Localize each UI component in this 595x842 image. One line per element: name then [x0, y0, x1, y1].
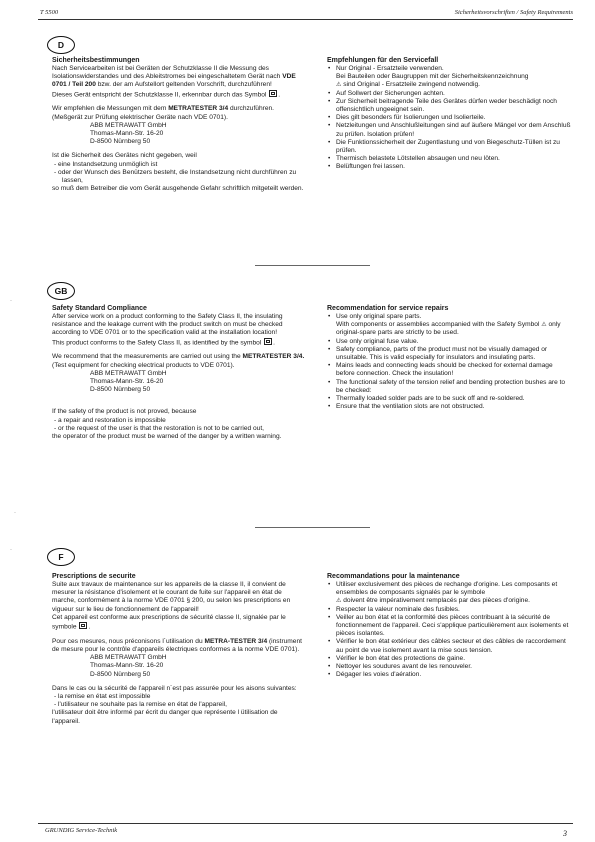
de-dash-item: - oder der Wunsch des Benützers besteht, die Instandsetzung nicht durchführen zu lassen, — [52, 169, 306, 185]
de-dash-item: - eine Instandsetzung unmöglich ist — [52, 161, 306, 169]
list-item: • Thermally loaded solder pads are to be suck off and re-soldered. — [336, 395, 573, 403]
fr-right-heading: Recommandations pour la maintenance — [327, 573, 460, 580]
list-item: • Zur Sicherheit beitragende Teile des Gerätes dürfen weder beschädigt noch offensichtlich ungeeignet sein. — [336, 98, 573, 114]
list-item: • Belüftungen frei lassen. — [336, 163, 573, 171]
list-item: • Dies gilt besonders für Isolierungen und Isolierteile. — [336, 114, 573, 122]
fr-address: ABB METRAWATT GmbH Thomas-Mann-Str. 16-20 D-8500 Nürnberg 50 — [90, 654, 167, 678]
gb-right-column — [327, 304, 573, 411]
fr-paragraph-4: Dans le cas ou la sécurité de l'appareil n´est pas assurée pour les aisons suivantes: — [52, 684, 297, 692]
fr-dash-item: - la remise en état est impossible — [52, 693, 306, 701]
de-paragraph-1: Nach Servicearbeiten ist bei Geräten der Schutzklasse II die Messung des Isolationswiderstandes und des Ableitstromes bei eingeschaltetem Gerät nach VDE 0701 / Teil 200 bzw. der am Aufstellort geltenden Vorschrift, durchzuführen! — [52, 65, 296, 89]
scan-mark: · — [14, 510, 16, 516]
de-paragraph-4: Ist die Sicherheit des Gerätes nicht gegeben, weil — [52, 152, 197, 160]
document-code: T 5500 — [40, 9, 59, 16]
de-left-column — [52, 56, 306, 193]
fr-paragraph-5: l'utilisateur doit être informé par écrit du danger que représente l ütilisation de l'appareil. — [52, 709, 278, 725]
list-item: • Veiller au bon état et la conformité des pièces contribuant à la sécurité de fonctionnement de l'appareil. Ceci s'applique particulièrement aux isolements et pièces isolantes. — [336, 614, 573, 639]
gb-left-column — [52, 304, 306, 441]
scan-mark: · — [10, 547, 12, 553]
gb-dash-item: - a repair and restoration is impossible — [52, 417, 306, 425]
language-badge-gb: GB — [47, 282, 75, 300]
fr-left-column — [52, 572, 306, 726]
page-number: 3 — [563, 829, 567, 838]
class-ii-symbol-icon — [79, 622, 87, 629]
page-header-title: Sicherheitsvorschriften / Safety Requirements — [454, 9, 573, 16]
gb-dash-item: - or the request of the user is that the restoration is not to be carried out, — [52, 425, 306, 433]
warning-triangle-icon: ⚠ — [541, 322, 547, 329]
class-ii-symbol-icon — [269, 90, 277, 97]
list-item: • Dégager les voies d'aération. — [336, 671, 573, 679]
gb-recommendation-list — [327, 313, 573, 411]
gb-paragraph-4: If the safety of the product is not proved, because — [52, 408, 197, 416]
fr-left-heading: Prescriptions de securite — [52, 573, 136, 580]
list-item: • Use only original fuse value. — [336, 338, 573, 346]
footer-rule — [38, 823, 573, 824]
fr-right-column — [327, 572, 573, 679]
fr-paragraph-2: Cet appareil est conforme aux prescriptions de sécurité classe II, signalée par le symbole . — [52, 613, 286, 631]
list-item: • Netzleitungen und Anschlußleitungen sind auf äußere Mängel vor dem Anschluß zu prüfen. Isolation prüfen! — [336, 122, 573, 138]
gb-left-heading: Safety Standard Compliance — [52, 305, 147, 312]
list-item: • Mains leads and connecting leads should be checked for external damage before connection. Check the insulation! — [336, 362, 573, 378]
section-divider — [255, 527, 370, 528]
scan-mark: · — [10, 298, 12, 304]
de-right-column — [327, 56, 573, 172]
list-item: • Vérifier le bon état des protections de gaine. — [336, 655, 573, 663]
list-item: • Use only original spare parts. With components or assemblies accompanied with the Safety Symbol ⚠ only original-spare parts are strictly to be used. — [336, 313, 573, 338]
fr-paragraph-1: Suite aux travaux de maintenance sur les appareils de la classe II, il convient de mesurer la résistance d'isolement et le courant de fuite sur l'appareil en état de marche, conformément à la norme VDE 0701 § 200, ou selon les prescriptions en vigueur sur le lieu de fonctionnement de l'appareil! — [52, 581, 291, 613]
list-item: • Vérifier le bon état extérieur des câbles secteur et des câbles de raccordement au point de vue isolement avant la mise sous tension. — [336, 638, 573, 654]
list-item: • Utiliser exclusivement des pièces de rechange d'origine. Les composants et ensembles de composants signalés par le symbole ⚠ doivent être impérativement remplacés par des pièces d'origine. — [336, 581, 573, 606]
list-item: • Thermisch belastete Lötstellen absaugen und neu löten. — [336, 155, 573, 163]
fr-paragraph-3: Pour ces mesures, nous préconisons l´utilisation du METRA-TESTER 3/4 (instrument de mesure pour le contrôle d'appareils électriques conformes a la norme VDE 0701). — [52, 637, 302, 653]
list-item: • Respecter la valeur nominale des fusibles. — [336, 606, 573, 614]
fr-recommendation-list — [327, 581, 573, 679]
de-paragraph-5: so muß dem Betreiber die vom Gerät ausgehende Gefahr schriftlich mitgeteilt werden. — [52, 185, 304, 193]
list-item: • Nur Original - Ersatzteile verwenden. Bei Bauteilen oder Baugruppen mit der Sicherheitskennzeichnung ⚠ sind Original - Ersatzteile zwingend notwendig. — [336, 65, 573, 90]
language-badge-f: F — [47, 548, 75, 566]
warning-triangle-icon: ⚠ — [336, 598, 342, 605]
gb-right-heading: Recommendation for service repairs — [327, 305, 449, 312]
de-right-heading: Empfehlungen für den Servicefall — [327, 57, 439, 64]
gb-address: ABB METRAWATT GmbH Thomas-Mann-Str. 16-20 D-8500 Nürnberg 50 — [90, 369, 167, 394]
de-paragraph-2: Dieses Gerät entspricht der Schutzklasse II, erkennbar durch das Symbol . — [52, 91, 281, 99]
list-item: • Ensure that the ventilation slots are not obstructed. — [336, 403, 573, 411]
gb-paragraph-1: After service work on a product conforming to the Safety Class II, the insulating resistance and the leakage current with the product switch on must be checked according to VDE 0701 or to the specification valid at the installation location! — [52, 313, 283, 337]
de-recommendation-list — [327, 65, 573, 172]
list-item: • Auf Sollwert der Sicherungen achten. — [336, 90, 573, 98]
section-divider — [255, 265, 370, 266]
list-item: • Die Funktionssicherheit der Zugentlastung und von Biegeschutz-Tüllen ist zu prüfen. — [336, 139, 573, 155]
de-address: ABB METRAWATT GmbH Thomas-Mann-Str. 16-20 D-8500 Nürnberg 50 — [90, 121, 167, 146]
language-badge-de: D — [47, 36, 75, 54]
list-item: • The functional safety of the tension relief and bending protection bushes are to be checked: — [336, 379, 573, 395]
list-item: • Safety compliance, parts of the product must not be visually damaged or unsuitable. This is valid especially for insulators and insulating parts. — [336, 346, 573, 362]
class-ii-symbol-icon — [264, 338, 272, 345]
fr-dash-item: - l'utilisateur ne souhaite pas la remise en état de l'appareil, — [52, 701, 306, 709]
list-item: • Nettoyer les soudures avant de les renouveler. — [336, 663, 573, 671]
gb-paragraph-5: the operator of the product must be warned of the danger by a written warning. — [52, 432, 282, 440]
gb-paragraph-3: We recommend that the measurements are carried out using the METRATESTER 3/4. (Test equipment for checking electrical products to VDE 0701). — [52, 353, 305, 369]
warning-triangle-icon: ⚠ — [336, 82, 342, 89]
de-paragraph-3: Wir empfehlen die Messungen mit dem METRATESTER 3/4 durchzuführen. (Meßgerät zur Prüfung elektrischer Geräte nach VDE 0701). — [52, 105, 274, 121]
gb-paragraph-2: This product conforms to the Safety Class II, as identified by the symbol . — [52, 339, 275, 347]
de-left-heading: Sicherheitsbestimmungen — [52, 57, 140, 64]
header-rule — [38, 19, 573, 20]
footer-publisher: GRUNDIG Service-Technik — [45, 827, 118, 834]
